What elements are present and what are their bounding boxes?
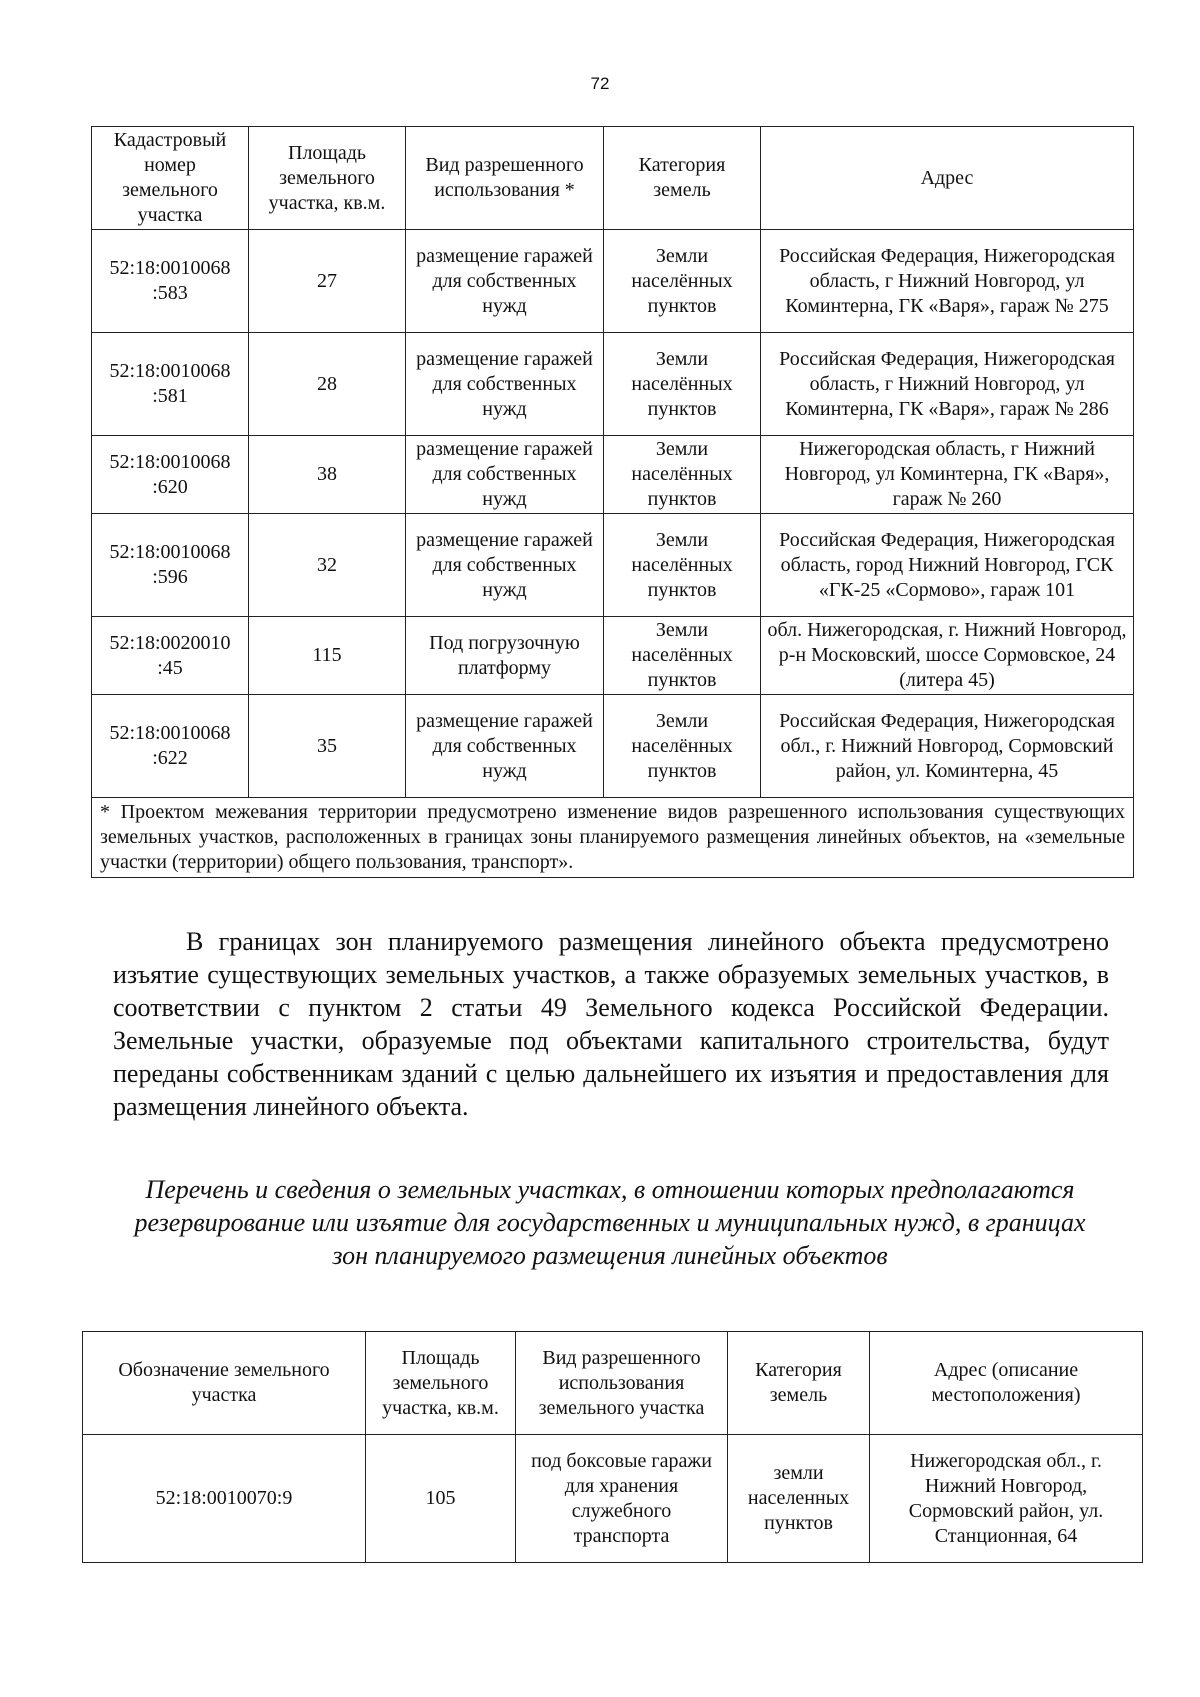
- body-paragraph: В границах зон планируемого размещения линейного объекта предусмотрено изъятие существующих земельных участков, а также образуемых земельных участков, в соответствии с пунктом 2 статьи 49 Земельного кодекса Российской Федерации. Земельные участки, образуемые под объектами капитального строительства, будут переданы собственникам зданий с целью дальнейшего их изъятия и предоставления для размещения линейного объекта.: [113, 927, 1109, 1121]
- land-category-cell: Земли населённых пунктов: [604, 514, 761, 617]
- table-header-row: [92, 127, 1134, 230]
- table-row: [92, 695, 1134, 798]
- land-category-cell: Земли населённых пунктов: [604, 695, 761, 798]
- page-number: 72: [590, 74, 610, 93]
- address-cell: Нижегородская обл., г. Нижний Новгород, Сормовский район, ул. Станционная, 64: [870, 1435, 1143, 1563]
- permitted-use-cell: размещение гаражей для собственных нужд: [406, 333, 604, 436]
- address-cell: Российская Федерация, Нижегородская область, город Нижний Новгород, ГСК «ГК-25 «Сормово», гараж 101: [761, 514, 1134, 617]
- area-cell: 38: [249, 436, 406, 514]
- land-plots-table: [91, 126, 1134, 878]
- header-cell: Площадь земельного участка, кв.м.: [366, 1332, 516, 1435]
- table-footnote: * Проектом межевания территории предусмотрено изменение видов разрешенного использования существующих земельных участков, расположенных в границах зоны планируемого размещения линейных объектов, на «земельные участки (территории) общего пользования, транспорт».: [92, 798, 1134, 878]
- permitted-use-cell: размещение гаражей для собственных нужд: [406, 695, 604, 798]
- table-footnote-row: [92, 798, 1134, 878]
- land-category-cell: Земли населённых пунктов: [604, 617, 761, 695]
- header-cell: Вид разрешенного использования земельного участка: [516, 1332, 728, 1435]
- land-category-cell: земли населенных пунктов: [728, 1435, 870, 1563]
- area-cell: 35: [249, 695, 406, 798]
- area-cell: 115: [249, 617, 406, 695]
- address-cell: Российская Федерация, Нижегородская обл., г. Нижний Новгород, Сормовский район, ул. Коминтерна, 45: [761, 695, 1134, 798]
- reserved-plots-table: [82, 1331, 1143, 1563]
- address-cell: Российская Федерация, Нижегородская область, г Нижний Новгород, ул Коминтерна, ГК «Варя», гараж № 275: [761, 230, 1134, 333]
- cadastral-number-cell: 52:18:0010068 :581: [92, 333, 249, 436]
- area-cell: 105: [366, 1435, 516, 1563]
- header-cell: Категория земель: [728, 1332, 870, 1435]
- plot-designation-cell: 52:18:0010070:9: [83, 1435, 366, 1563]
- address-cell: Российская Федерация, Нижегородская область, г Нижний Новгород, ул Коминтерна, ГК «Варя», гараж № 286: [761, 333, 1134, 436]
- cadastral-number-cell: 52:18:0020010 :45: [92, 617, 249, 695]
- cadastral-number-cell: 52:18:0010068 :596: [92, 514, 249, 617]
- cadastral-number-cell: 52:18:0010068 :583: [92, 230, 249, 333]
- permitted-use-cell: размещение гаражей для собственных нужд: [406, 436, 604, 514]
- area-cell: 28: [249, 333, 406, 436]
- table-row: [92, 230, 1134, 333]
- address-cell: Нижегородская область, г Нижний Новгород, ул Коминтерна, ГК «Варя», гараж № 260: [761, 436, 1134, 514]
- land-category-cell: Земли населённых пунктов: [604, 230, 761, 333]
- permitted-use-cell: размещение гаражей для собственных нужд: [406, 230, 604, 333]
- address-cell: обл. Нижегородская, г. Нижний Новгород, р-н Московский, шоссе Сормовское, 24 (литера 45): [761, 617, 1134, 695]
- table-row: [92, 333, 1134, 436]
- permitted-use-cell: Под погрузочную платформу: [406, 617, 604, 695]
- permitted-use-cell: под боксовые гаражи для хранения служебного транспорта: [516, 1435, 728, 1563]
- permitted-use-cell: размещение гаражей для собственных нужд: [406, 514, 604, 617]
- header-cell: Категория земель: [604, 127, 761, 230]
- table-row: [92, 617, 1134, 695]
- header-cell: Адрес: [761, 127, 1134, 230]
- table-row: [92, 436, 1134, 514]
- land-category-cell: Земли населённых пунктов: [604, 436, 761, 514]
- table-header-row: [83, 1332, 1143, 1435]
- header-cell: Обозначение земельного участка: [83, 1332, 366, 1435]
- table-row: [92, 514, 1134, 617]
- header-cell: Вид разрешенного использования *: [406, 127, 604, 230]
- cadastral-number-cell: 52:18:0010068 :620: [92, 436, 249, 514]
- header-cell: Кадастровый номер земельного участка: [92, 127, 249, 230]
- cadastral-number-cell: 52:18:0010068 :622: [92, 695, 249, 798]
- header-cell: Площадь земельного участка, кв.м.: [249, 127, 406, 230]
- list-title: Перечень и сведения о земельных участках, в отношении которых предполагаются резервирование или изъятие для государственных и муниципальных нужд, в границах зон планируемого размещения линейных объектов: [134, 1175, 1086, 1270]
- table-row: [83, 1435, 1143, 1563]
- header-cell: Адрес (описание местоположения): [870, 1332, 1143, 1435]
- area-cell: 32: [249, 514, 406, 617]
- land-category-cell: Земли населённых пунктов: [604, 333, 761, 436]
- area-cell: 27: [249, 230, 406, 333]
